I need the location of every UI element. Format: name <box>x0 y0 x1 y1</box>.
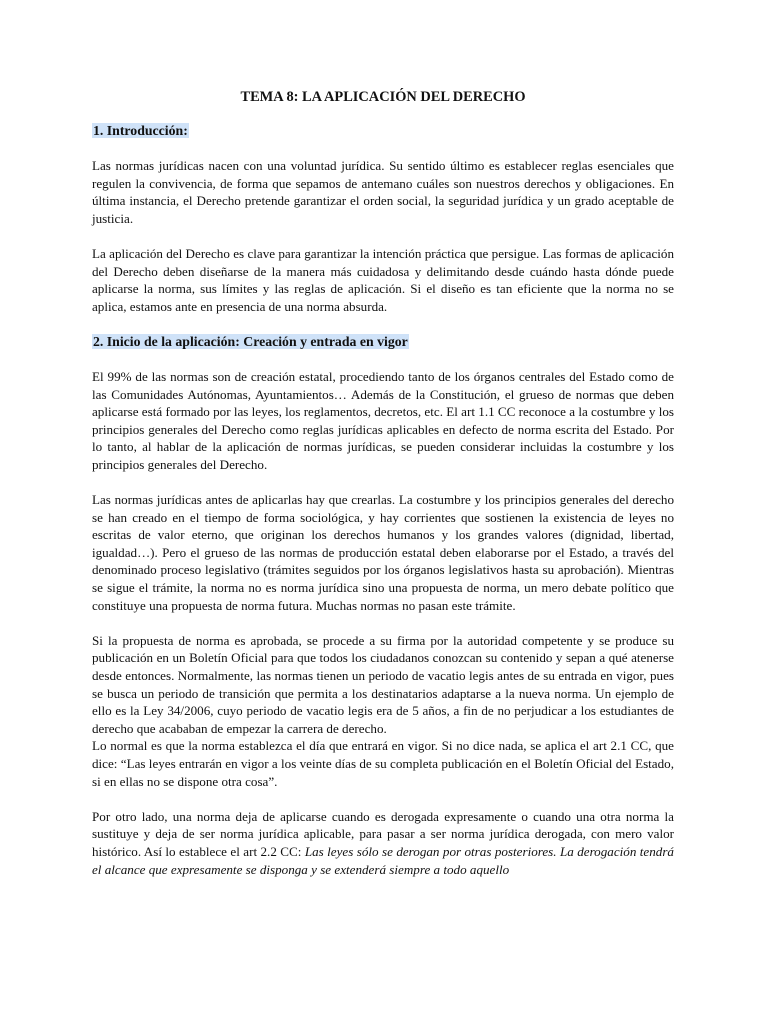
paragraph-derogacion: Por otro lado, una norma deja de aplicarse cuando es derogada expresamente o cuando una otra norma la sustituye y deja de ser norma jurídica aplicable, para pasar a ser norma jurídica derogada, con mero valor histórico. Así lo establece el art 2.2 CC: Las leyes sólo se derogan por otras posteriores. La derogación tendrá el alcance que expresamente se disponga y se extenderá siempre a todo aquello <box>92 808 674 877</box>
section-heading-introduccion: 1. Introducción: <box>93 123 188 138</box>
paragraph: Lo normal es que la norma establezca el día que entrará en vigor. Si no dice nada, se aplica el art 2.1 CC, que dice: “Las leyes entrarán en vigor a los veinte días de su completa publicación en el Boletín Oficial del Estado, si en ellas no se dispone otra cosa”. <box>92 738 674 789</box>
paragraph: Las normas jurídicas antes de aplicarlas hay que crearlas. La costumbre y los principios generales del derecho se han creado en el tiempo de forma sociológica, y hay corrientes que sostienen la existencia de leyes no escritas de valor eterno, que originan los derechos humanos y los grandes valores (dignidad, libertad, igualdad…). Pero el grueso de las normas de producción estatal deben elaborarse por el Estado, a través del denominado proceso legislativo (trámites seguidos por los órganos legislativos hasta su aprobación). Mientras se sigue el trámite, la norma no es norma jurídica sino una propuesta de norma, un mero debate político que constituye una propuesta de norma futura. Muchas normas no pasan este trámite. <box>92 492 674 613</box>
paragraph: El 99% de las normas son de creación estatal, procediendo tanto de los órganos centrales del Estado como de las Comunidades Autónomas, Ayuntamientos… Además de la Constitución, el grueso de normas que deben aplicarse está formado por las leyes, los reglamentos, decretos, etc. El art 1.1 CC reconoce a la costumbre y los principios generales del Derecho como reglas jurídicas aplicables en defecto de norma escrita del Estado. Por lo tanto, al hablar de la aplicación de normas jurídicas, se pueden considerar incluidas la costumbre y los principios generales del Derecho. <box>92 368 674 472</box>
section-heading-inicio-aplicacion: 2. Inicio de la aplicación: Creación y entrada en vigor <box>93 333 408 349</box>
quoted-article-text: Las leyes sólo se derogan por otras posteriores. La derogación tendrá el alcance que expresamente se disponga y se extenderá siempre a todo aquello <box>92 843 674 877</box>
document-title: TEMA 8: LA APLICACIÓN DEL DERECHO <box>240 89 526 105</box>
paragraph: Las normas jurídicas nacen con una voluntad jurídica. Su sentido último es establecer reglas esenciales que regulen la convivencia, de forma que sepamos de antemano cuáles son nuestros derechos y obligaciones. En última instancia, el Derecho pretende garantizar el orden social, la seguridad jurídica y un grado aceptable de justicia. <box>92 158 674 226</box>
document-page <box>92 87 674 896</box>
paragraph: Si la propuesta de norma es aprobada, se procede a su firma por la autoridad competente y se produce su publicación en un Boletín Oficial para que todos los ciudadanos conozcan su contenido y sepan a qué atenerse desde entonces. Normalmente, las normas tienen un periodo de vacatio legis antes de su entrada en vigor, pues se busca un periodo de transición que permita a los destinatarios adaptarse a la nueva norma. Un ejemplo de ello es la Ley 34/2006, cuyo periodo de vacatio legis era de 5 años, a fin de no perjudicar a los estudiantes de derecho que acababan de empezar la carrera de derecho. <box>92 632 674 736</box>
paragraph: La aplicación del Derecho es clave para garantizar la intención práctica que persigue. Las formas de aplicación del Derecho deben diseñarse de la manera más cuidadosa y delimitando desde cuándo hasta dónde puede aplicarse la norma, sus límites y las reglas de aplicación. Si el diseño es tan eficiente que la norma no se aplica, estamos ante en presencia de una norma absurda. <box>92 245 674 314</box>
